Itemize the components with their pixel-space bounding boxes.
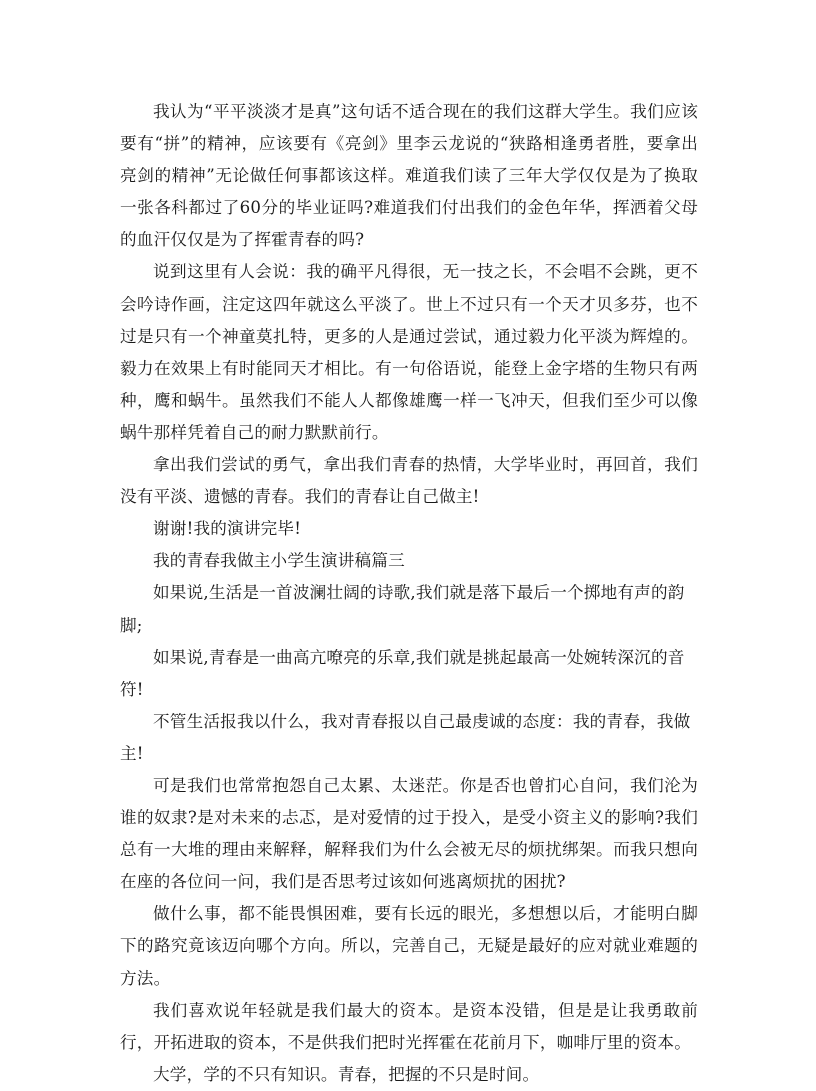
paragraph: 我们喜欢说年轻就是我们最大的资本。是资本没错，但是是让我勇敢前行，开拓进取的资本，不是供我们把时光挥霍在花前月下，咖啡厅里的资本。 [120, 1000, 698, 1052]
paragraph: 我认为“平平淡淡才是真”这句话不适合现在的我们这群大学生。我们应该要有“拼”的精神，应该要有《亮剑》里李云龙说的“狭路相逢勇者胜，要拿出亮剑的精神”无论做任何事都该这样。难道我们读了三年大学仅仅是为了换取一张各科都过了60分的毕业证吗?难道我们付出我们的金色年华，挥洒着父母的血汗仅仅是为了挥霍青春的吗? [120, 102, 698, 250]
paragraph: 可是我们也常常抱怨自己太累、太迷茫。你是否也曾扪心自问，我们沦为谁的奴隶?是对未来的忐忑，是对爱情的过于投入，是受小资主义的影响?我们总有一大堆的理由来解释，解释我们为什么会被无尽的烦扰绑架。而我只想向在座的各位问一问，我们是否思考过该如何逃离烦扰的困扰? [120, 775, 698, 892]
paragraph: 大学，学的不只有知识。青春，把握的不只是时间。 [153, 1064, 540, 1084]
paragraph: 拿出我们尝试的勇气，拿出我们青春的热情，大学毕业时，再回首，我们没有平淡、遗憾的青春。我们的青春让自己做主! [120, 455, 698, 507]
paragraph: 做什么事，都不能畏惧困难，要有长远的眼光，多想想以后，才能明白脚下的路究竟该迈向哪个方向。所以，完善自己，无疑是最好的应对就业难题的方法。 [120, 904, 698, 988]
paragraph: 说到这里有人会说：我的确平凡得很，无一技之长，不会唱不会跳，更不会吟诗作画，注定这四年就这么平淡了。世上不过只有一个天才贝多芬，也不过是只有一个神童莫扎特，更多的人是通过尝试，通过毅力化平淡为辉煌的。毅力在效果上有时能同天才相比。有一句俗语说，能登上金字塔的生物只有两种，鹰和蜗牛。虽然我们不能人人都像雄鹰一样一飞冲天，但我们至少可以像蜗牛那样凭着自己的耐力默默前行。 [120, 262, 698, 442]
section-heading: 我的青春我做主小学生演讲稿篇三 [153, 551, 405, 571]
document-body [120, 96, 698, 1091]
paragraph: 不管生活报我以什么，我对青春报以自己最虔诚的态度：我的青春，我做主! [120, 711, 691, 763]
paragraph: 如果说,青春是一曲高亢嘹亮的乐章,我们就是挑起最高一处婉转深沉的音符! [120, 647, 685, 699]
paragraph: 谢谢!我的演讲完毕! [153, 519, 302, 539]
paragraph: 如果说,生活是一首波澜壮阔的诗歌,我们就是落下最后一个掷地有声的韵脚; [120, 583, 685, 635]
